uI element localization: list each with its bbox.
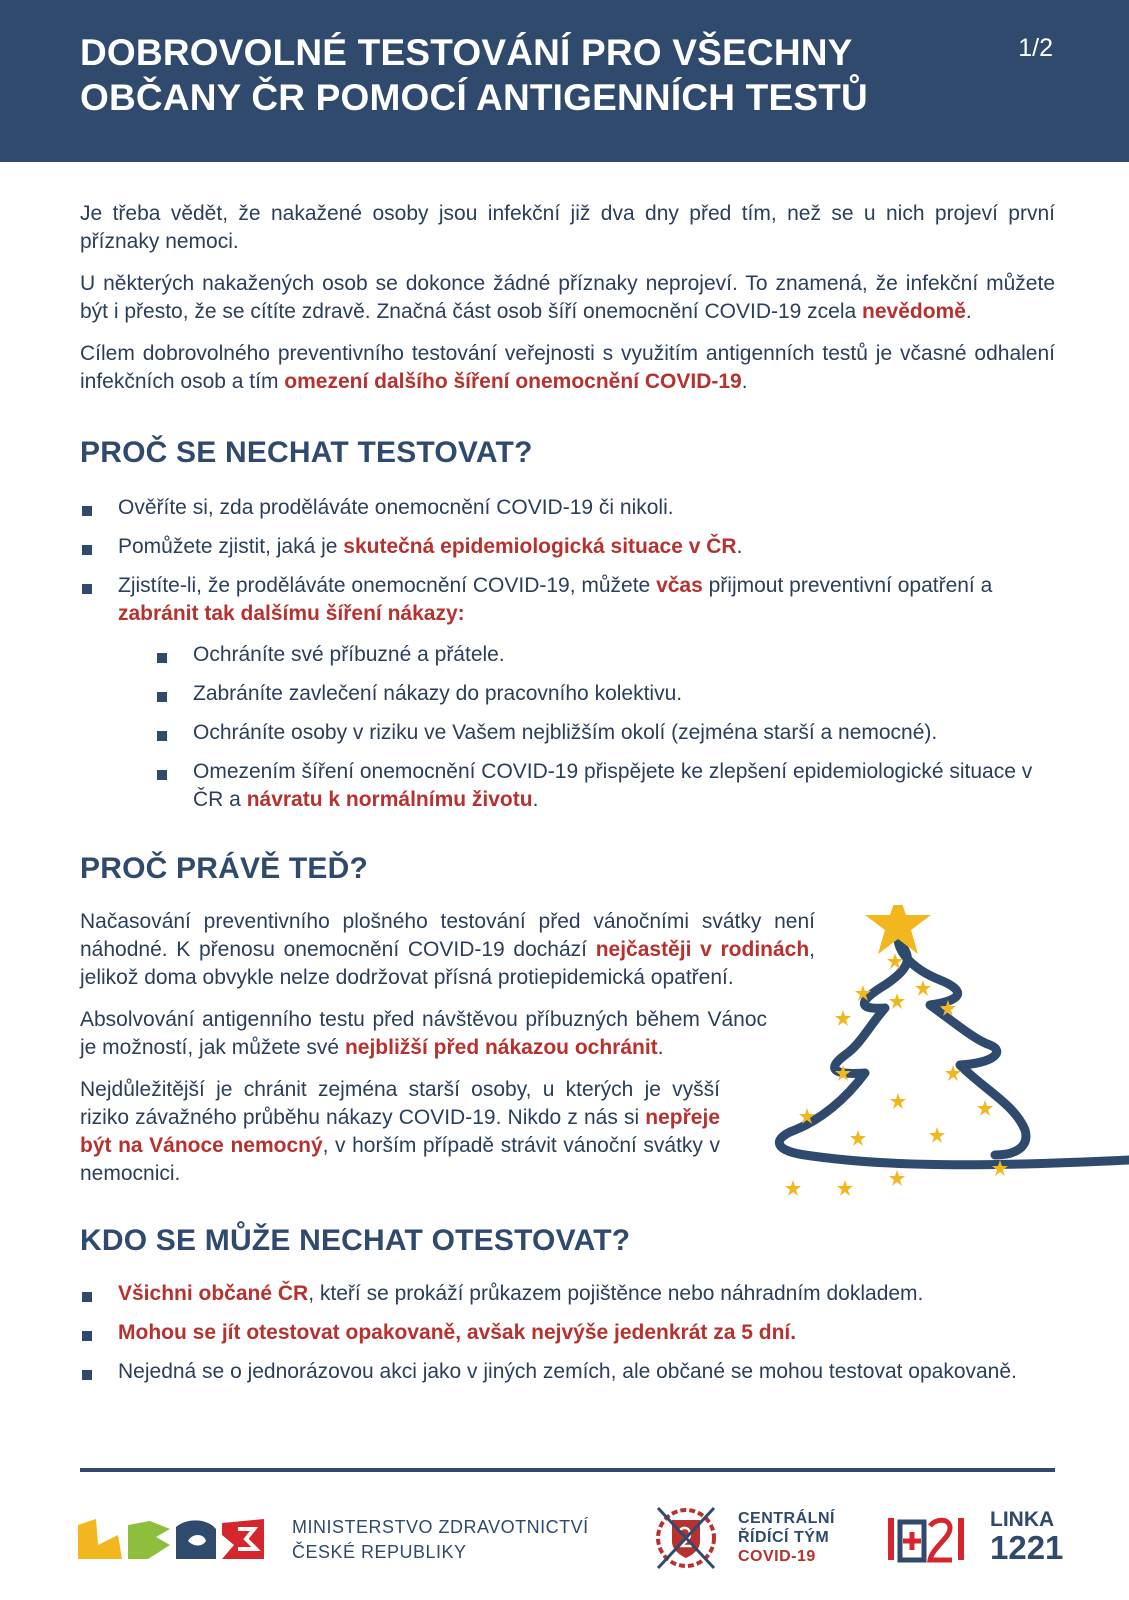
para-highlight: nejčastěji v rodinách — [595, 938, 810, 961]
section-heading-why-now: PROČ PRÁVĚ TEĎ? — [80, 852, 369, 885]
star-icon — [929, 1127, 945, 1143]
list-item — [80, 533, 1055, 561]
para-end: , v horším případě strávit vánoční svátky v nemocnici. — [80, 1134, 720, 1185]
logo-shape-yellow — [78, 1519, 122, 1559]
title-line-2: OBČANY ČR POMOCÍ ANTIGENNÍCH TESTŮ — [80, 77, 868, 118]
header-banner — [0, 0, 1129, 162]
star-icon — [889, 993, 905, 1009]
item-end: . — [736, 535, 743, 558]
mzcr-line-2: ČESKÉ REPUBLIKY — [292, 1542, 467, 1562]
para-text: Absolvování antigenního testu před návštěvou příbuzných během Vánoc je možností, jak můžete své — [80, 1008, 767, 1059]
christmas-tree-illustration — [765, 905, 1129, 1235]
list-item — [80, 1280, 1055, 1308]
star-icon — [785, 1180, 801, 1196]
logo-shape-green — [128, 1521, 170, 1559]
linka-line-1: LINKA — [990, 1508, 1055, 1531]
intro-paragraph-3 — [80, 340, 1055, 396]
para-text: Nejdůležitější je chránit zejména starší osoby, u kterých je vyšší riziko závažného průběhu nákazy COVID-19. Nikdo z nás si — [80, 1078, 720, 1129]
star-icon — [850, 1130, 866, 1146]
intro-paragraph-2 — [80, 270, 1055, 326]
item-text: Zjistíte-li, že proděláváte onemocnění COVID-19, můžete — [118, 574, 657, 597]
item-end: . — [532, 788, 539, 811]
list-item: Nejedná se o jednorázovou akci jako v jiných zemích, ale občané se mohou testovat opakovaně. — [80, 1358, 1055, 1386]
item-text: přijmout preventivní opatření a — [702, 574, 993, 597]
list-item: Ověříte si, zda proděláváte onemocnění COVID-19 či nikoli. — [80, 494, 1055, 522]
item-highlight: včas — [656, 574, 703, 597]
list-item — [80, 1319, 1055, 1347]
intro-p2-highlight: nevědomě — [862, 300, 966, 323]
linka-label — [990, 1508, 1063, 1565]
linka-logo-icon — [888, 1512, 968, 1566]
intro-p3-text: Cílem dobrovolného preventivního testování veřejnosti s využitím antigenních testů je včasné odhalení infekčních osob a tím — [80, 342, 1055, 393]
linka-bar-right — [958, 1518, 964, 1560]
why-now-paragraph-3 — [80, 1076, 720, 1188]
sub-list-item: Ochráníte své příbuzné a přátele. — [155, 641, 1055, 669]
item-highlight: Mohou se jít otestovat opakovaně, avšak nejvýše jedenkrát za 5 dní. — [118, 1321, 797, 1344]
why-now-paragraph-1 — [80, 908, 815, 992]
star-icon — [915, 980, 931, 996]
why-now-text — [80, 908, 815, 1188]
tree-left-outline — [779, 940, 1129, 1165]
item-highlight: návratu k normálnímu životu — [246, 788, 533, 811]
star-icon — [889, 1170, 905, 1186]
who-list — [80, 1280, 1055, 1386]
page-number: 1/2 — [1018, 34, 1053, 62]
sub-list-item: Zabráníte zavlečení nákazy do pracovního kolektivu. — [155, 680, 1055, 708]
para-highlight: nejbližší před nákazou ochránit — [344, 1036, 658, 1059]
para-end: . — [657, 1036, 664, 1059]
intro-p3-end: . — [741, 370, 748, 393]
sub-list-item: Ochráníte osoby v riziku ve Vašem nejbližším okolí (zejména starší a nemocné). — [155, 719, 1055, 747]
item-highlight: skutečná epidemiologická situace v ČR — [343, 535, 737, 558]
item-text: Pomůžete zjistit, jaká je — [118, 535, 344, 558]
title-line-1: DOBROVOLNÉ TESTOVÁNÍ PRO VŠECHNY — [80, 32, 853, 73]
mzcr-name — [292, 1515, 589, 1565]
linka-two — [930, 1520, 952, 1560]
linka-bar-left — [888, 1518, 894, 1560]
star-icon — [837, 1180, 853, 1196]
section-heading-why-test: PROČ SE NECHAT TESTOVAT? — [80, 436, 533, 469]
crt-line-3: COVID-19 — [738, 1548, 816, 1565]
mzcr-line-1: MINISTERSTVO ZDRAVOTNICTVÍ — [292, 1517, 589, 1537]
para-text: Načasování preventivního plošného testování před vánočními svátky není náhodné. K přenosu onemocnění COVID-19 dochází — [80, 910, 815, 961]
intro-paragraph-1: Je třeba vědět, že nakažené osoby jsou infekční již dva dny před tím, než se u nich projeví první příznaky nemoci. — [80, 202, 1055, 253]
mzcr-logo-icon — [78, 1515, 268, 1561]
item-highlight: zabránit tak dalšímu šíření nákazy: — [118, 602, 465, 625]
sub-list-item — [155, 758, 1055, 814]
crest-icon — [650, 1500, 722, 1576]
intro-p2-end: . — [965, 300, 972, 323]
linka-line-2: 1221 — [990, 1529, 1064, 1566]
para-end: , jelikož doma obvykle nelze dodržovat přísná protiepidemická opatření. — [80, 938, 816, 989]
why-test-sublist — [155, 641, 1055, 814]
star-icon — [977, 1100, 993, 1116]
why-now-paragraph-2 — [80, 1006, 767, 1062]
intro-p3-highlight: omezení dalšího šíření onemocnění COVID-19 — [284, 370, 742, 393]
crt-line-2: ŘÍDÍCÍ TÝM — [738, 1529, 830, 1546]
why-test-list — [80, 494, 1055, 814]
star-icon — [890, 1093, 906, 1109]
crt-line-1: CENTRÁLNÍ — [738, 1510, 835, 1527]
item-highlight: Všichni občané ČR — [118, 1282, 309, 1305]
list-item — [80, 572, 1055, 814]
footer-divider — [80, 1468, 1055, 1472]
intro-p2-text: U některých nakažených osob se dokonce žádné příznaky neprojeví. To znamená, že infekční můžete být i přesto, že se cítíte zdravě. Značná část osob šíří onemocnění COVID-19 zcela — [80, 272, 1055, 323]
page-title — [80, 30, 980, 120]
item-text: Omezením šíření onemocnění COVID-19 přispějete ke zlepšení epidemiologické situace v ČR a — [193, 760, 1033, 811]
crt-name — [738, 1509, 835, 1566]
star-icon — [835, 1010, 851, 1026]
item-text: , kteří se prokáží průkazem pojištěnce nebo náhradním dokladem. — [308, 1282, 924, 1305]
logo-shape-red — [222, 1519, 264, 1559]
tree-right-outline — [898, 940, 1026, 1155]
para-highlight: nepřeje být na Vánoce nemocný — [80, 1106, 720, 1157]
section-heading-who: KDO SE MŮŽE NECHAT OTESTOVAT? — [80, 1224, 631, 1257]
